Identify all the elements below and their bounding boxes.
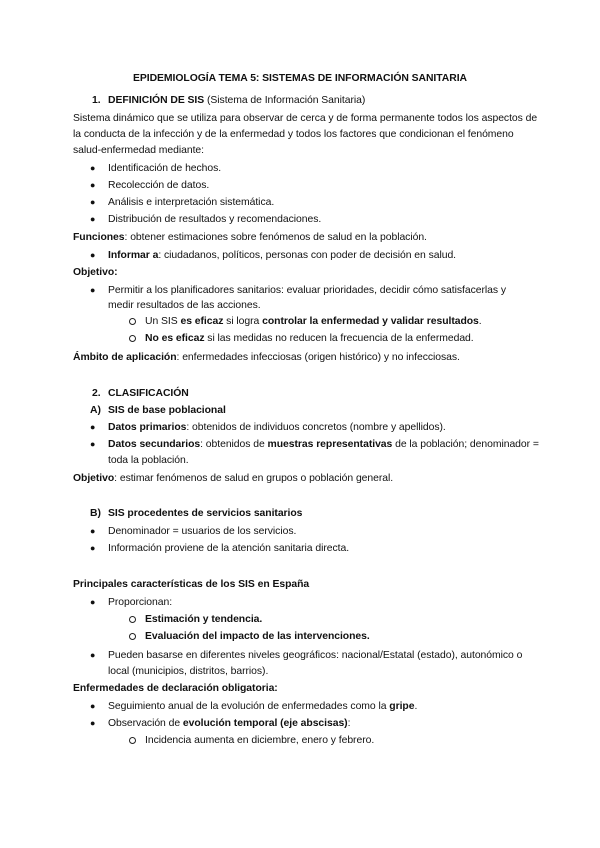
text-run: Seguimiento anual de la evolución de enfermedades como la — [108, 701, 390, 712]
bullet-item: Identificación de hechos. — [108, 163, 222, 174]
bullet-item: Distribución de resultados y recomendaciones. — [108, 214, 322, 225]
sub-bullet-circle — [129, 737, 136, 744]
sub-item-eficaz — [145, 315, 482, 328]
edo-heading: Enfermedades de declaración obligatoria: — [73, 683, 278, 694]
sub-bullet-circle — [129, 335, 136, 342]
funciones-text: : obtener estimaciones sobre fenómenos de salud en la población. — [124, 232, 427, 243]
text-run: de la población; denominador = — [392, 439, 539, 450]
ambito-text: : enfermedades infecciosas (origen histórico) y no infecciosas. — [176, 352, 460, 363]
text-run: evolución temporal (eje abscisas) — [182, 718, 348, 729]
bullet-dot: ● — [90, 163, 96, 173]
section-1-heading-rest: (Sistema de Información Sanitaria) — [204, 95, 366, 106]
observacion-line — [108, 717, 350, 730]
funciones-line — [73, 231, 427, 244]
bullet-item: Análisis e interpretación sistemática. — [108, 197, 275, 208]
informar-text: : ciudadanos, políticos, personas con poder de decisión en salud. — [158, 250, 457, 261]
subsection-a-letter: A) — [90, 405, 101, 416]
section-1-number: 1. — [92, 95, 101, 106]
bullet-item: Recolección de datos. — [108, 180, 210, 191]
bullet-dot: ● — [90, 197, 96, 207]
text-run: : obtenidos de individuos concretos (nombre y apellidos). — [186, 422, 446, 433]
text-run: Observación de — [108, 718, 183, 729]
datos-primarios-line — [108, 421, 446, 434]
text-run: gripe — [389, 701, 415, 712]
document-title: EPIDEMIOLOGÍA TEMA 5: SISTEMAS DE INFORMACIÓN SANITARIA — [133, 73, 467, 84]
objetivo-2-line — [73, 472, 393, 485]
text-run: : estimar fenómenos de salud en grupos o población general. — [114, 473, 394, 484]
sub-item: Incidencia aumenta en diciembre, enero y febrero. — [145, 735, 375, 746]
seguimiento-line — [108, 700, 417, 713]
section-2-number: 2. — [92, 388, 101, 399]
objetivo-line: medir resultados de las acciones. — [108, 300, 261, 311]
text-run: . — [414, 701, 418, 712]
text-run: Un SIS — [145, 316, 181, 327]
datos-secundarios-cont: toda la población. — [108, 455, 189, 466]
text-run: controlar la enfermedad y validar resultados — [262, 316, 479, 327]
bullet-dot: ● — [90, 214, 96, 224]
bullet-item: Información proviene de la atención sanitaria directa. — [108, 543, 350, 554]
text-run: No es eficaz — [145, 333, 205, 344]
objetivo-line: Permitir a los planificadores sanitarios: evaluar prioridades, decidir cómo satisfacerlas y — [108, 285, 506, 296]
bullet-item: Denominador = usuarios de los servicios. — [108, 526, 297, 537]
ambito-label: Ámbito de aplicación — [73, 352, 177, 363]
intro-line: la conducta de la infección y de la enfermedad y todos los factores que condicionan el fenómeno — [73, 129, 514, 140]
text-run: Datos primarios — [108, 422, 187, 433]
text-run: : obtenidos de — [200, 439, 268, 450]
informar-label: Informar a — [108, 250, 159, 261]
bullet-dot: ● — [90, 422, 96, 432]
section-1-heading-bold: DEFINICIÓN DE SIS — [108, 95, 205, 106]
ambito-line — [73, 351, 460, 364]
sub-item-no-eficaz — [145, 332, 474, 345]
bullet-dot: ● — [90, 597, 96, 607]
subsection-a-heading: SIS de base poblacional — [108, 405, 226, 416]
informar-line — [108, 249, 456, 262]
bullet-dot: ● — [90, 543, 96, 553]
niveles-line: local (municipios, distritos, barrios). — [108, 666, 269, 677]
section-2-heading: CLASIFICACIÓN — [108, 388, 189, 399]
bullet-dot: ● — [90, 180, 96, 190]
sub-bullet-circle — [129, 616, 136, 623]
bullet-dot: ● — [90, 526, 96, 536]
datos-secundarios-line — [108, 438, 539, 451]
text-run: si logra — [223, 316, 263, 327]
section-1-heading — [108, 94, 365, 107]
caracteristicas-heading: Principales características de los SIS en España — [73, 579, 310, 590]
bullet-dot: ● — [90, 650, 96, 660]
subsection-b-letter: B) — [90, 508, 101, 519]
proporcionan-line: Proporcionan: — [108, 597, 173, 608]
bullet-dot: ● — [90, 718, 96, 728]
bullet-dot: ● — [90, 439, 96, 449]
sub-bullet-circle — [129, 633, 136, 640]
sub-item: Estimación y tendencia. — [145, 614, 263, 625]
text-run: muestras representativas — [267, 439, 393, 450]
text-run: Objetivo — [73, 473, 115, 484]
text-run: . — [478, 316, 482, 327]
text-run: si las medidas no reducen la frecuencia de la enfermedad. — [204, 333, 474, 344]
text-run: Datos secundarios — [108, 439, 201, 450]
sub-item: Evaluación del impacto de las intervenciones. — [145, 631, 370, 642]
bullet-dot: ● — [90, 285, 96, 295]
text-run: es eficaz — [180, 316, 224, 327]
intro-line: Sistema dinámico que se utiliza para observar de cerca y de forma permanente todos los aspectos de — [73, 113, 538, 124]
objetivo-label: Objetivo: — [73, 267, 118, 278]
bullet-dot: ● — [90, 701, 96, 711]
niveles-line: Pueden basarse en diferentes niveles geográficos: nacional/Estatal (estado), autonómico o — [108, 650, 523, 661]
subsection-b-heading: SIS procedentes de servicios sanitarios — [108, 508, 303, 519]
intro-line: salud-enfermedad mediante: — [73, 145, 204, 156]
funciones-label: Funciones — [73, 232, 125, 243]
text-run: : — [347, 718, 351, 729]
bullet-dot: ● — [90, 250, 96, 260]
sub-bullet-circle — [129, 318, 136, 325]
